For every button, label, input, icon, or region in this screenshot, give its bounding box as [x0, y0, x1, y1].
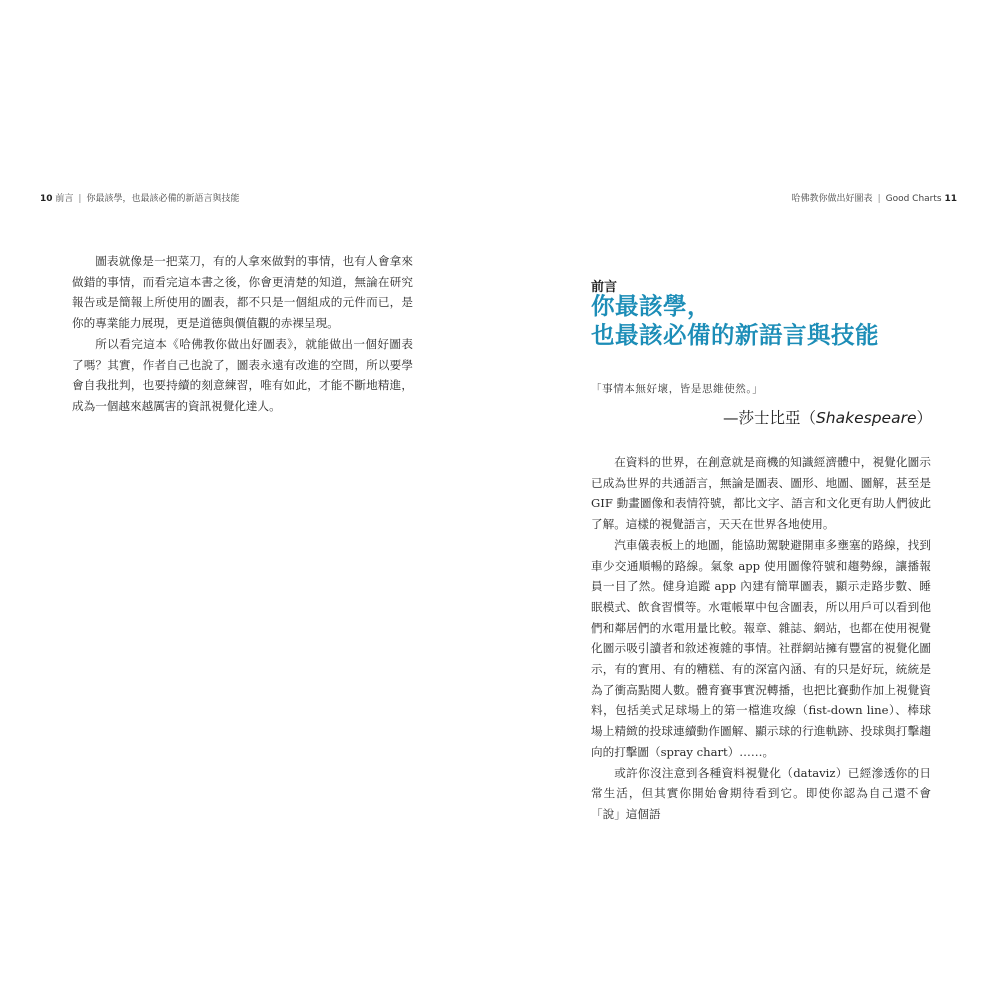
- chapter-title-line-2: 也最該必備的新語言與技能: [591, 321, 879, 349]
- attribution-suffix: ）: [916, 409, 932, 427]
- right-page-number: 11: [944, 194, 957, 204]
- chapter-title-line-1: 你最該學，: [591, 292, 711, 320]
- left-chapter-heading: 你最該學，也最該必備的新語言與技能: [86, 194, 240, 204]
- right-paragraph-2: 汽車儀表板上的地圖，能協助駕駛避開車多壅塞的路線，找到車少交通順暢的路線。氣象 app 使用圖像符號和趨勢線，讓播報員一目了然。健身追蹤 app 內建有簡單圖表，顯示走路步數、睡眠模式、飲食習慣等。水電帳單中包含圖表，所以用戶可以看到他們和鄰居們的水電用量比較。報章、雜誌、網站，也都在使用視覺化圖示吸引讀者和敘述複雜的事情。社群網站擁有豐富的視覺化圖示，有的實用、有的糟糕、有的深富內涵、有的只是好玩，統統是為了衝高點閱人數。體育賽事實況轉播，也把比賽動作加上視覺資料，包括美式足球場上的第一檔進攻線（fist-down line）、棒球場上精緻的投球連續動作圖解、顯示球的行進軌跡、投球與打擊趨向的打擊圖（spray chart）……。: [591, 537, 931, 759]
- right-book-title-en: Good Charts: [885, 194, 942, 204]
- attribution-name-en: Shakespeare: [815, 409, 917, 427]
- section-label: 前言: [591, 280, 618, 295]
- left-paragraph-2: 所以看完這本《哈佛教你做出好圖表》，就能做出一個好圖表了嗎？其實，作者自己也說了，圖表永遠有改進的空間，所以要學會自我批判，也要持續的刻意練習，唯有如此，才能不斷地精進，成為一個越來越厲害的資訊視覺化達人。: [72, 336, 413, 413]
- right-paragraph-3: 或許你沒注意到各種資料視覺化（dataviz）已經滲透你的日常生活，但其實你開始會期待看到它。即使你認為自己還不會「說」這個語: [591, 765, 931, 821]
- right-book-title: 哈佛教你做出好圖表: [791, 194, 873, 204]
- right-paragraph-1: 在資料的世界，在創意就是商機的知識經濟體中，視覺化圖示已成為世界的共通語言，無論是圖表、圖形、地圖、圖解，甚至是 GIF 動畫圖像和表情符號，都比文字、語言和文化更有助人們彼此了解。這樣的視覺語言，天天在世界各地使用。: [591, 455, 931, 532]
- left-page-number: 10: [40, 194, 53, 204]
- right-body-text: [591, 452, 931, 825]
- right-running-head: [792, 193, 957, 205]
- attribution-prefix: —莎士比亞（: [722, 409, 816, 427]
- epigraph-attribution: [723, 407, 932, 429]
- running-head-divider: |: [877, 194, 881, 204]
- chapter-title: [591, 292, 931, 350]
- running-head-divider: |: [78, 194, 82, 204]
- epigraph-quote: 「事情本無好壞，皆是思維使然。」: [591, 383, 764, 395]
- left-paragraph-1: 圖表就像是一把菜刀，有的人拿來做對的事情，也有人會拿來做錯的事情，而看完這本書之後，你會更清楚的知道，無論在研究報告或是簡報上所使用的圖表，都不只是一個組成的元件而已，是你的專業能力展現，更是道德與價值觀的赤裸呈現。: [72, 254, 413, 331]
- left-running-head: [40, 193, 239, 205]
- left-section: 前言: [55, 194, 74, 204]
- left-body-text: [72, 251, 413, 417]
- right-page: [500, 0, 1000, 1000]
